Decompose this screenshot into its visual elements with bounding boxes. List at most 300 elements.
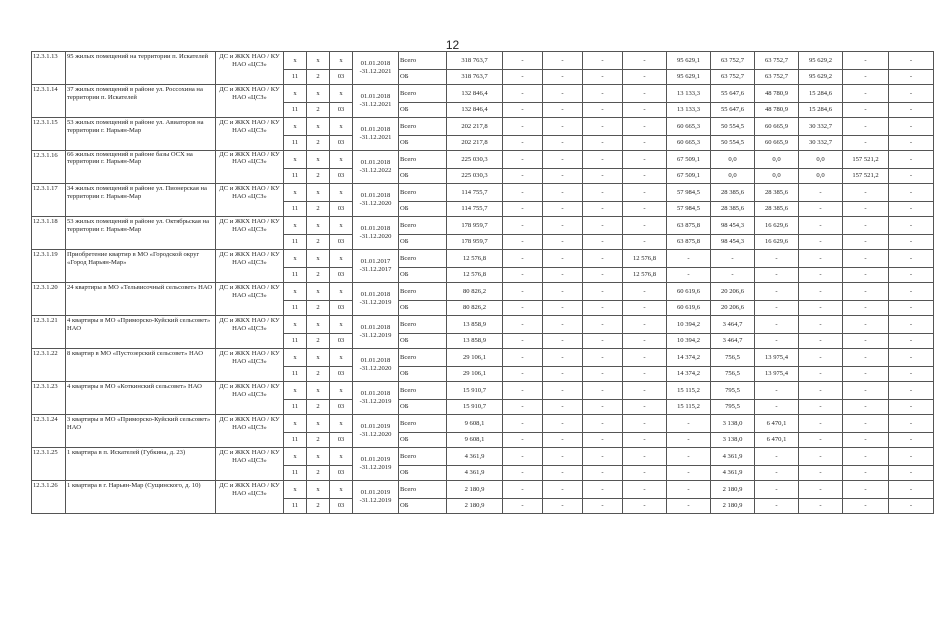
activity-name: 24 квартиры в МО «Тельвисочный сельсовет» НАО bbox=[66, 283, 216, 316]
year-amount: - bbox=[583, 136, 623, 151]
row-number: 12.3.1.25 bbox=[32, 448, 66, 481]
budget-code-section: 2 bbox=[307, 136, 330, 151]
table-row bbox=[32, 118, 934, 136]
budget-code-section: х bbox=[307, 184, 330, 202]
table-body bbox=[32, 52, 934, 514]
budget-code-chapter: 11 bbox=[284, 70, 307, 85]
funding-source: Всего bbox=[399, 118, 447, 136]
year-amount: 55 647,6 bbox=[711, 103, 755, 118]
funding-source: ОБ bbox=[399, 433, 447, 448]
table-row bbox=[32, 250, 934, 268]
year-amount: 95 629,2 bbox=[799, 52, 843, 70]
year-amount: 57 984,5 bbox=[667, 184, 711, 202]
year-amount: 28 385,6 bbox=[711, 202, 755, 217]
year-amount: 28 385,6 bbox=[755, 202, 799, 217]
funding-source: Всего bbox=[399, 316, 447, 334]
budget-code-section: 2 bbox=[307, 202, 330, 217]
total-amount: 15 910,7 bbox=[447, 382, 503, 400]
year-amount: 95 629,2 bbox=[799, 70, 843, 85]
table-row bbox=[32, 283, 934, 301]
funding-source: ОБ bbox=[399, 103, 447, 118]
year-amount: - bbox=[755, 283, 799, 301]
year-amount: - bbox=[543, 85, 583, 103]
year-amount: - bbox=[623, 151, 667, 169]
funding-source: ОБ bbox=[399, 301, 447, 316]
year-amount: - bbox=[799, 316, 843, 334]
budget-code-subsection: х bbox=[330, 85, 353, 103]
funding-source: ОБ bbox=[399, 235, 447, 250]
year-amount: - bbox=[543, 301, 583, 316]
year-amount: - bbox=[543, 169, 583, 184]
funding-source: Всего bbox=[399, 184, 447, 202]
year-amount: - bbox=[623, 103, 667, 118]
budget-code-section: 2 bbox=[307, 235, 330, 250]
year-amount: - bbox=[889, 103, 934, 118]
budget-code-chapter: 11 bbox=[284, 268, 307, 283]
funding-source: Всего bbox=[399, 349, 447, 367]
year-amount: 60 665,9 bbox=[755, 118, 799, 136]
budget-code-section: х bbox=[307, 283, 330, 301]
year-amount: 63 875,8 bbox=[667, 217, 711, 235]
year-amount: 30 332,7 bbox=[799, 136, 843, 151]
executor: ДС и ЖКХ НАО / КУ НАО «ЦСЗ» bbox=[216, 382, 284, 415]
year-amount: 60 619,6 bbox=[667, 301, 711, 316]
year-amount: 3 138,0 bbox=[711, 433, 755, 448]
year-amount: - bbox=[843, 349, 889, 367]
year-amount: - bbox=[843, 301, 889, 316]
budget-code-section: 2 bbox=[307, 169, 330, 184]
year-amount: 16 629,6 bbox=[755, 235, 799, 250]
row-number: 12.3.1.21 bbox=[32, 316, 66, 349]
year-amount: - bbox=[623, 235, 667, 250]
implementation-period: 01.01.2018 -31.12.2021 bbox=[353, 52, 399, 85]
year-amount: - bbox=[667, 415, 711, 433]
year-amount: - bbox=[543, 103, 583, 118]
executor: ДС и ЖКХ НАО / КУ НАО «ЦСЗ» bbox=[216, 250, 284, 283]
funding-source: ОБ bbox=[399, 400, 447, 415]
year-amount: - bbox=[799, 250, 843, 268]
year-amount: - bbox=[503, 151, 543, 169]
budget-code-subsection: 03 bbox=[330, 367, 353, 382]
year-amount: - bbox=[889, 151, 934, 169]
budget-code-subsection: х bbox=[330, 283, 353, 301]
activity-name: 3 квартиры в МО «Приморско-Куйский сельсовет» НАО bbox=[66, 415, 216, 448]
year-amount: 30 332,7 bbox=[799, 118, 843, 136]
table-row bbox=[32, 151, 934, 169]
year-amount: - bbox=[889, 268, 934, 283]
year-amount: - bbox=[503, 367, 543, 382]
year-amount: - bbox=[583, 400, 623, 415]
year-amount: 15 284,6 bbox=[799, 85, 843, 103]
budget-code-subsection: х bbox=[330, 448, 353, 466]
year-amount: - bbox=[503, 202, 543, 217]
budget-code-chapter: 11 bbox=[284, 433, 307, 448]
total-amount: 4 361,9 bbox=[447, 448, 503, 466]
funding-source: Всего bbox=[399, 448, 447, 466]
year-amount: - bbox=[889, 433, 934, 448]
implementation-period: 01.01.2018 -31.12.2019 bbox=[353, 382, 399, 415]
budget-code-section: 2 bbox=[307, 103, 330, 118]
year-amount: - bbox=[799, 283, 843, 301]
year-amount: - bbox=[889, 301, 934, 316]
year-amount: - bbox=[889, 85, 934, 103]
funding-source: ОБ bbox=[399, 367, 447, 382]
year-amount: - bbox=[889, 184, 934, 202]
year-amount: 67 509,1 bbox=[667, 169, 711, 184]
year-amount: - bbox=[623, 217, 667, 235]
year-amount: - bbox=[667, 250, 711, 268]
budget-code-section: х bbox=[307, 349, 330, 367]
year-amount: 60 665,9 bbox=[755, 136, 799, 151]
year-amount: - bbox=[889, 202, 934, 217]
activity-name: 95 жилых помещений на территории п. Искателей bbox=[66, 52, 216, 85]
table-row bbox=[32, 448, 934, 466]
year-amount: - bbox=[755, 448, 799, 466]
year-amount: 6 470,1 bbox=[755, 415, 799, 433]
activity-name: 4 квартиры в МО «Приморско-Куйский сельсовет» НАО bbox=[66, 316, 216, 349]
total-amount: 225 030,3 bbox=[447, 151, 503, 169]
year-amount: - bbox=[799, 349, 843, 367]
activity-name: Приобретение квартир в МО «Городской округ «Город Нарьян-Мар» bbox=[66, 250, 216, 283]
year-amount: - bbox=[583, 433, 623, 448]
total-amount: 4 361,9 bbox=[447, 466, 503, 481]
budget-code-section: 2 bbox=[307, 367, 330, 382]
total-amount: 9 608,1 bbox=[447, 433, 503, 448]
year-amount: - bbox=[623, 202, 667, 217]
year-amount: - bbox=[755, 268, 799, 283]
year-amount: - bbox=[543, 118, 583, 136]
row-number: 12.3.1.16 bbox=[32, 151, 66, 184]
implementation-period: 01.01.2018 -31.12.2019 bbox=[353, 316, 399, 349]
program-funding-table bbox=[31, 51, 934, 514]
year-amount: - bbox=[889, 415, 934, 433]
funding-source: Всего bbox=[399, 415, 447, 433]
budget-code-chapter: х bbox=[284, 184, 307, 202]
budget-code-section: х bbox=[307, 217, 330, 235]
year-amount: - bbox=[583, 415, 623, 433]
year-amount: - bbox=[543, 481, 583, 499]
executor: ДС и ЖКХ НАО / КУ НАО «ЦСЗ» bbox=[216, 481, 284, 514]
year-amount: - bbox=[667, 433, 711, 448]
year-amount: 28 385,6 bbox=[755, 184, 799, 202]
year-amount: 10 394,2 bbox=[667, 334, 711, 349]
budget-code-subsection: х bbox=[330, 481, 353, 499]
year-amount: 63 752,7 bbox=[755, 70, 799, 85]
funding-source: ОБ bbox=[399, 499, 447, 514]
budget-code-chapter: х bbox=[284, 151, 307, 169]
year-amount: - bbox=[623, 466, 667, 481]
year-amount: - bbox=[623, 349, 667, 367]
year-amount: - bbox=[799, 301, 843, 316]
year-amount: - bbox=[843, 52, 889, 70]
budget-code-subsection: 03 bbox=[330, 466, 353, 481]
year-amount: 0,0 bbox=[799, 169, 843, 184]
budget-code-section: х bbox=[307, 316, 330, 334]
row-number: 12.3.1.13 bbox=[32, 52, 66, 85]
funding-source: ОБ bbox=[399, 466, 447, 481]
year-amount: - bbox=[799, 481, 843, 499]
year-amount: - bbox=[799, 448, 843, 466]
year-amount: - bbox=[543, 448, 583, 466]
year-amount: 55 647,6 bbox=[711, 85, 755, 103]
year-amount: 0,0 bbox=[755, 151, 799, 169]
executor: ДС и ЖКХ НАО / КУ НАО «ЦСЗ» bbox=[216, 316, 284, 349]
executor: ДС и ЖКХ НАО / КУ НАО «ЦСЗ» bbox=[216, 151, 284, 184]
total-amount: 114 755,7 bbox=[447, 202, 503, 217]
budget-code-subsection: х bbox=[330, 217, 353, 235]
year-amount: - bbox=[843, 466, 889, 481]
year-amount: - bbox=[503, 349, 543, 367]
total-amount: 318 763,7 bbox=[447, 52, 503, 70]
funding-source: ОБ bbox=[399, 334, 447, 349]
row-number: 12.3.1.26 bbox=[32, 481, 66, 514]
year-amount: - bbox=[623, 367, 667, 382]
year-amount: - bbox=[843, 283, 889, 301]
year-amount: - bbox=[503, 400, 543, 415]
year-amount: - bbox=[799, 382, 843, 400]
page-number: 12 bbox=[445, 38, 460, 52]
year-amount: - bbox=[711, 268, 755, 283]
budget-code-chapter: х bbox=[284, 283, 307, 301]
year-amount: 15 115,2 bbox=[667, 382, 711, 400]
budget-code-chapter: 11 bbox=[284, 202, 307, 217]
year-amount: - bbox=[583, 70, 623, 85]
budget-code-chapter: 11 bbox=[284, 235, 307, 250]
activity-name: 4 квартиры в МО «Коткинский сельсовет» НАО bbox=[66, 382, 216, 415]
total-amount: 132 846,4 bbox=[447, 103, 503, 118]
year-amount: 12 576,8 bbox=[623, 268, 667, 283]
budget-code-section: х bbox=[307, 151, 330, 169]
year-amount: - bbox=[583, 316, 623, 334]
funding-source: Всего bbox=[399, 151, 447, 169]
year-amount: - bbox=[543, 316, 583, 334]
year-amount: - bbox=[843, 136, 889, 151]
year-amount: 0,0 bbox=[755, 169, 799, 184]
budget-code-subsection: 03 bbox=[330, 103, 353, 118]
year-amount: - bbox=[543, 382, 583, 400]
budget-code-chapter: 11 bbox=[284, 466, 307, 481]
year-amount: 15 284,6 bbox=[799, 103, 843, 118]
budget-code-section: х bbox=[307, 250, 330, 268]
year-amount: 28 385,6 bbox=[711, 184, 755, 202]
year-amount: - bbox=[843, 85, 889, 103]
row-number: 12.3.1.18 bbox=[32, 217, 66, 250]
year-amount: - bbox=[583, 367, 623, 382]
budget-code-chapter: 11 bbox=[284, 169, 307, 184]
year-amount: - bbox=[543, 466, 583, 481]
year-amount: - bbox=[889, 217, 934, 235]
year-amount: 2 180,9 bbox=[711, 499, 755, 514]
year-amount: - bbox=[583, 151, 623, 169]
budget-code-chapter: х bbox=[284, 118, 307, 136]
year-amount: - bbox=[623, 184, 667, 202]
year-amount: 157 521,2 bbox=[843, 151, 889, 169]
budget-code-subsection: х bbox=[330, 184, 353, 202]
year-amount: - bbox=[543, 283, 583, 301]
total-amount: 80 826,2 bbox=[447, 283, 503, 301]
year-amount: - bbox=[623, 70, 667, 85]
year-amount: - bbox=[889, 367, 934, 382]
year-amount: - bbox=[583, 334, 623, 349]
budget-code-section: 2 bbox=[307, 334, 330, 349]
year-amount: - bbox=[755, 499, 799, 514]
year-amount: - bbox=[543, 415, 583, 433]
year-amount: 756,5 bbox=[711, 367, 755, 382]
year-amount: - bbox=[843, 367, 889, 382]
executor: ДС и ЖКХ НАО / КУ НАО «ЦСЗ» bbox=[216, 283, 284, 316]
budget-code-section: 2 bbox=[307, 70, 330, 85]
year-amount: - bbox=[543, 334, 583, 349]
year-amount: - bbox=[667, 499, 711, 514]
budget-code-section: 2 bbox=[307, 433, 330, 448]
budget-code-chapter: х bbox=[284, 481, 307, 499]
budget-code-subsection: 03 bbox=[330, 499, 353, 514]
year-amount: - bbox=[623, 382, 667, 400]
year-amount: 98 454,3 bbox=[711, 217, 755, 235]
year-amount: - bbox=[889, 382, 934, 400]
budget-code-subsection: 03 bbox=[330, 202, 353, 217]
year-amount: - bbox=[543, 202, 583, 217]
year-amount: - bbox=[889, 52, 934, 70]
budget-code-section: х bbox=[307, 415, 330, 433]
year-amount: - bbox=[583, 169, 623, 184]
budget-code-subsection: 03 bbox=[330, 268, 353, 283]
year-amount: - bbox=[543, 499, 583, 514]
year-amount: - bbox=[503, 415, 543, 433]
year-amount: - bbox=[889, 70, 934, 85]
budget-code-section: 2 bbox=[307, 301, 330, 316]
year-amount: - bbox=[667, 481, 711, 499]
year-amount: - bbox=[667, 268, 711, 283]
year-amount: - bbox=[623, 499, 667, 514]
year-amount: 4 361,9 bbox=[711, 448, 755, 466]
year-amount: 67 509,1 bbox=[667, 151, 711, 169]
budget-code-subsection: 03 bbox=[330, 334, 353, 349]
year-amount: - bbox=[623, 85, 667, 103]
year-amount: - bbox=[543, 70, 583, 85]
budget-code-chapter: х bbox=[284, 52, 307, 70]
year-amount: - bbox=[583, 466, 623, 481]
implementation-period: 01.01.2018 -31.12.2020 bbox=[353, 184, 399, 217]
budget-code-chapter: х bbox=[284, 415, 307, 433]
year-amount: - bbox=[799, 202, 843, 217]
year-amount: - bbox=[543, 349, 583, 367]
table-row bbox=[32, 217, 934, 235]
year-amount: - bbox=[543, 250, 583, 268]
year-amount: 48 780,9 bbox=[755, 103, 799, 118]
year-amount: - bbox=[503, 316, 543, 334]
budget-code-section: х bbox=[307, 448, 330, 466]
year-amount: - bbox=[667, 466, 711, 481]
year-amount: - bbox=[503, 235, 543, 250]
executor: ДС и ЖКХ НАО / КУ НАО «ЦСЗ» bbox=[216, 349, 284, 382]
table-row bbox=[32, 184, 934, 202]
funding-source: Всего bbox=[399, 382, 447, 400]
year-amount: - bbox=[543, 367, 583, 382]
year-amount: - bbox=[503, 184, 543, 202]
year-amount: - bbox=[889, 481, 934, 499]
budget-code-subsection: х bbox=[330, 250, 353, 268]
year-amount: - bbox=[799, 433, 843, 448]
year-amount: - bbox=[543, 433, 583, 448]
year-amount: - bbox=[623, 169, 667, 184]
implementation-period: 01.01.2018 -31.12.2019 bbox=[353, 283, 399, 316]
year-amount: - bbox=[543, 151, 583, 169]
table-row bbox=[32, 349, 934, 367]
year-amount: - bbox=[503, 118, 543, 136]
total-amount: 225 030,3 bbox=[447, 169, 503, 184]
year-amount: 50 554,5 bbox=[711, 136, 755, 151]
year-amount: 57 984,5 bbox=[667, 202, 711, 217]
year-amount: 13 975,4 bbox=[755, 367, 799, 382]
executor: ДС и ЖКХ НАО / КУ НАО «ЦСЗ» bbox=[216, 184, 284, 217]
total-amount: 178 959,7 bbox=[447, 217, 503, 235]
budget-code-chapter: х bbox=[284, 316, 307, 334]
total-amount: 2 180,9 bbox=[447, 499, 503, 514]
activity-name: 8 квартир в МО «Пустозерский сельсовет» НАО bbox=[66, 349, 216, 382]
funding-source: ОБ bbox=[399, 169, 447, 184]
funding-source: Всего bbox=[399, 217, 447, 235]
year-amount: - bbox=[623, 400, 667, 415]
executor: ДС и ЖКХ НАО / КУ НАО «ЦСЗ» bbox=[216, 217, 284, 250]
budget-code-chapter: 11 bbox=[284, 103, 307, 118]
activity-name: 53 жилых помещений в районе ул. Авиаторов на территории г. Нарьян-Мар bbox=[66, 118, 216, 151]
year-amount: - bbox=[843, 118, 889, 136]
year-amount: - bbox=[583, 499, 623, 514]
total-amount: 132 846,4 bbox=[447, 85, 503, 103]
year-amount: - bbox=[623, 334, 667, 349]
budget-code-chapter: х bbox=[284, 250, 307, 268]
year-amount: 4 361,9 bbox=[711, 466, 755, 481]
year-amount: 3 464,7 bbox=[711, 334, 755, 349]
budget-code-chapter: х bbox=[284, 382, 307, 400]
budget-code-subsection: 03 bbox=[330, 169, 353, 184]
executor: ДС и ЖКХ НАО / КУ НАО «ЦСЗ» bbox=[216, 85, 284, 118]
year-amount: - bbox=[543, 400, 583, 415]
budget-code-chapter: х bbox=[284, 349, 307, 367]
year-amount: - bbox=[583, 349, 623, 367]
year-amount: - bbox=[843, 217, 889, 235]
executor: ДС и ЖКХ НАО / КУ НАО «ЦСЗ» bbox=[216, 118, 284, 151]
funding-source: Всего bbox=[399, 250, 447, 268]
year-amount: - bbox=[889, 466, 934, 481]
year-amount: - bbox=[503, 283, 543, 301]
budget-code-subsection: 03 bbox=[330, 136, 353, 151]
total-amount: 29 106,1 bbox=[447, 367, 503, 382]
year-amount: 16 629,6 bbox=[755, 217, 799, 235]
funding-source: Всего bbox=[399, 85, 447, 103]
funding-source: Всего bbox=[399, 283, 447, 301]
year-amount: - bbox=[843, 334, 889, 349]
budget-code-section: 2 bbox=[307, 466, 330, 481]
table-row bbox=[32, 415, 934, 433]
year-amount: - bbox=[799, 184, 843, 202]
year-amount: 0,0 bbox=[711, 151, 755, 169]
year-amount: 6 470,1 bbox=[755, 433, 799, 448]
year-amount: 0,0 bbox=[799, 151, 843, 169]
year-amount: - bbox=[843, 268, 889, 283]
implementation-period: 01.01.2018 -31.12.2021 bbox=[353, 85, 399, 118]
year-amount: - bbox=[799, 334, 843, 349]
total-amount: 318 763,7 bbox=[447, 70, 503, 85]
year-amount: - bbox=[503, 169, 543, 184]
year-amount: - bbox=[583, 235, 623, 250]
year-amount: - bbox=[503, 382, 543, 400]
row-number: 12.3.1.14 bbox=[32, 85, 66, 118]
year-amount: 10 394,2 bbox=[667, 316, 711, 334]
executor: ДС и ЖКХ НАО / КУ НАО «ЦСЗ» bbox=[216, 448, 284, 481]
year-amount: - bbox=[503, 103, 543, 118]
